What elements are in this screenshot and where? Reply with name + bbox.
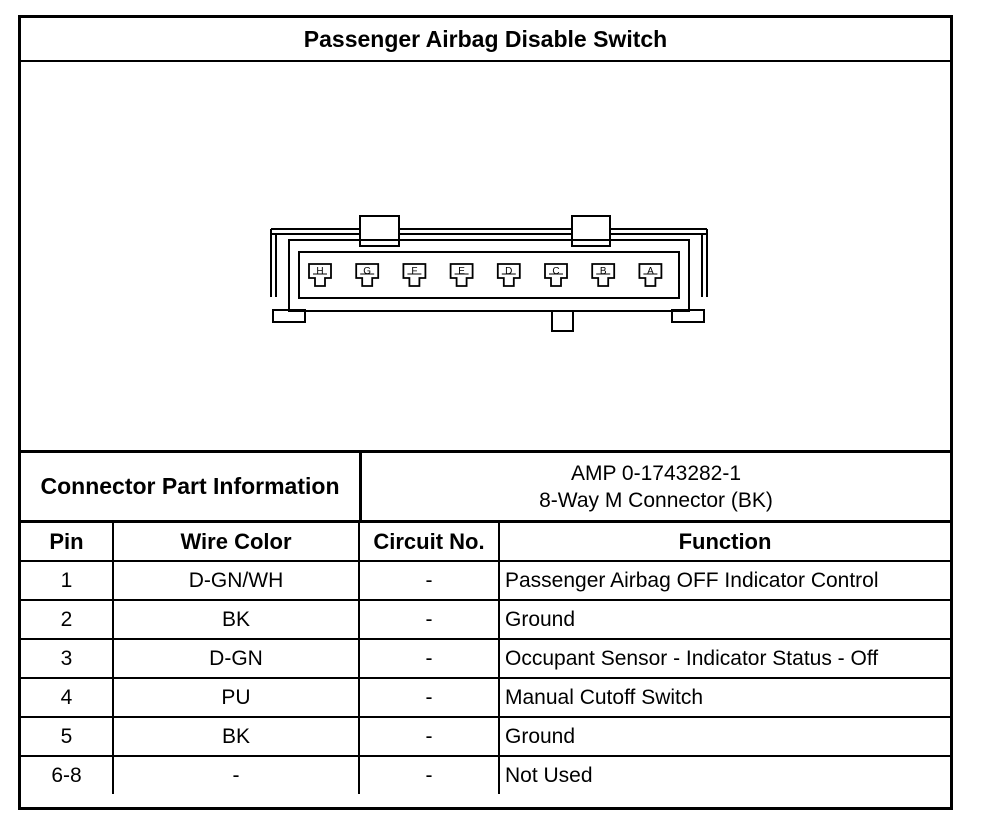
table-row xyxy=(21,600,950,639)
connector-face-drawing xyxy=(21,62,950,453)
cell-wire-color: BK xyxy=(113,717,359,756)
pin-letter-label: A xyxy=(647,266,654,277)
table-row xyxy=(21,561,950,600)
cell-circuit: - xyxy=(359,717,499,756)
cell-circuit: - xyxy=(359,678,499,717)
table-row xyxy=(21,678,950,717)
cell-function: Occupant Sensor - Indicator Status - Off xyxy=(499,639,950,678)
connector-housing xyxy=(271,216,707,331)
cell-circuit: - xyxy=(359,756,499,794)
pin-cavities xyxy=(309,264,661,286)
part-info-label: Connector Part Information xyxy=(21,453,362,520)
header-function: Function xyxy=(499,523,950,561)
pin-letter-label: G xyxy=(363,266,372,277)
pin-cavity-g xyxy=(356,264,378,286)
table-header-row xyxy=(21,523,950,561)
connector-diagram xyxy=(21,62,950,453)
table-row xyxy=(21,639,950,678)
part-number: AMP 0-1743282-1 xyxy=(570,461,742,485)
pin-letter-label: B xyxy=(599,266,607,277)
pin-letter-label: H xyxy=(316,266,324,277)
header-circuit-no: Circuit No. xyxy=(359,523,499,561)
pin-cavity-c xyxy=(545,264,567,286)
cell-circuit: - xyxy=(359,600,499,639)
pin-cavity-h xyxy=(309,264,331,286)
cell-wire-color: BK xyxy=(113,600,359,639)
pin-cavity-e xyxy=(451,264,473,286)
cell-wire-color: D-GN xyxy=(113,639,359,678)
cell-function: Not Used xyxy=(499,756,950,794)
pin-letter-label: D xyxy=(505,266,513,277)
table-row xyxy=(21,756,950,794)
page-title: Passenger Airbag Disable Switch xyxy=(21,18,950,62)
cell-function: Manual Cutoff Switch xyxy=(499,678,950,717)
cell-wire-color: - xyxy=(113,756,359,794)
cell-pin: 2 xyxy=(21,600,113,639)
connector-sheet xyxy=(18,15,953,810)
cell-function: Passenger Airbag OFF Indicator Control xyxy=(499,561,950,600)
pin-cavity-f xyxy=(403,264,425,286)
header-wire-color: Wire Color xyxy=(113,523,359,561)
cell-pin: 3 xyxy=(21,639,113,678)
cell-function: Ground xyxy=(499,600,950,639)
part-info-value xyxy=(362,453,950,520)
pin-cavity-b xyxy=(592,264,614,286)
cell-pin: 6-8 xyxy=(21,756,113,794)
pin-letter-label: F xyxy=(411,266,418,277)
cell-function: Ground xyxy=(499,717,950,756)
cell-wire-color: PU xyxy=(113,678,359,717)
cell-wire-color: D-GN/WH xyxy=(113,561,359,600)
cell-pin: 4 xyxy=(21,678,113,717)
pin-cavity-d xyxy=(498,264,520,286)
table-row xyxy=(21,717,950,756)
pin-cavity-a xyxy=(639,264,661,286)
connector-part-info xyxy=(21,453,950,523)
cell-circuit: - xyxy=(359,561,499,600)
connector-description: 8-Way M Connector (BK) xyxy=(539,488,773,512)
pin-letter-label: C xyxy=(552,266,560,277)
cell-circuit: - xyxy=(359,639,499,678)
cell-pin: 5 xyxy=(21,717,113,756)
cell-pin: 1 xyxy=(21,561,113,600)
header-pin: Pin xyxy=(21,523,113,561)
pin-letter-label: E xyxy=(458,266,465,277)
pinout-table xyxy=(21,523,950,794)
